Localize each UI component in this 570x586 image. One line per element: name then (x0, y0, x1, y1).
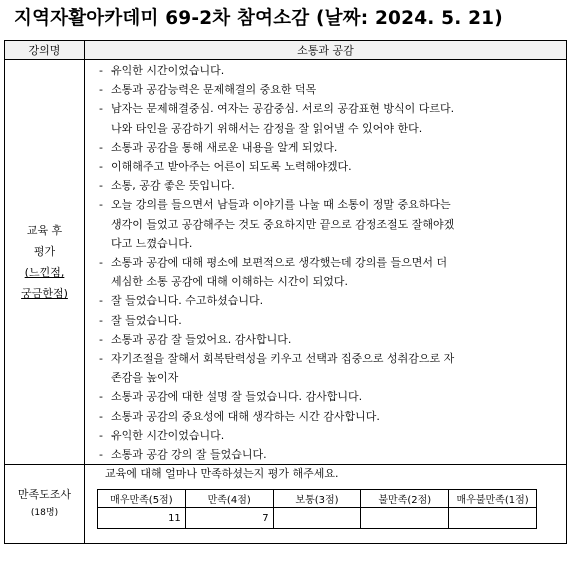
rating-header: 만족(4점) (185, 490, 273, 508)
lecture-name-label: 강의명 (5, 41, 85, 60)
feedback-label-line1: 교육 후 (26, 224, 63, 238)
rating-header: 불만족(2점) (361, 490, 449, 508)
feedback-item: - 잘 들었습니다. (85, 311, 562, 330)
feedback-item: - 소통, 공감 좋은 뜻입니다. (85, 176, 562, 195)
lecture-name-value: 소통과 공감 (85, 41, 567, 60)
feedback-content (85, 60, 567, 465)
feedback-label-line4: 궁금한점) (21, 287, 68, 301)
rating-header: 보통(3점) (273, 490, 361, 508)
satisfaction-table (97, 489, 537, 529)
feedback-label-line3: (느낀점, (24, 266, 65, 280)
feedback-item: - 소통과 공감 잘 들었어요. 감사합니다. (85, 330, 562, 349)
satisfaction-value-row (98, 508, 537, 529)
feedback-item-continuation: 세심한 소통 공감에 대해 이해하는 시간이 되었다. (111, 275, 348, 289)
rating-count: 7 (185, 508, 273, 529)
feedback-item: - 소통과 공감을 통해 새로운 내용을 알게 되었다. (85, 138, 562, 157)
satisfaction-label (5, 465, 85, 544)
rating-header: 매우만족(5점) (98, 490, 186, 508)
page-title: 지역자활아카데미 69-2차 참여소감 (날짜: 2024. 5. 21) (14, 8, 503, 29)
satisfaction-title: 만족도조사 (17, 488, 72, 502)
feedback-item: - 소통과 공감능력은 문제해결의 중요한 덕목 (85, 80, 562, 99)
rating-count: 11 (98, 508, 186, 529)
evaluation-table (4, 40, 567, 544)
satisfaction-header-row (98, 490, 537, 508)
feedback-item: - 소통과 공감에 대한 설명 잘 들었습니다. 감사합니다. (85, 387, 562, 406)
feedback-item: - 오늘 강의를 들으면서 남들과 이야기를 나눌 때 소통이 정말 중요하다는 (85, 195, 562, 214)
feedback-item: - 자기조절을 잘해서 회복탄력성을 키우고 선택과 집중으로 성취감으로 자 (85, 349, 562, 368)
feedback-item: - 남자는 문제해결중심. 여자는 공감중심. 서로의 공감표현 방식이 다르다. (85, 99, 562, 118)
feedback-label-line2: 평가 (33, 245, 56, 259)
rating-count (449, 508, 537, 529)
feedback-item: - 잘 들었습니다. 수고하셨습니다. (85, 291, 562, 310)
feedback-item: - 이해해주고 받아주는 어른이 되도록 노력해야겠다. (85, 157, 562, 176)
feedback-label (5, 60, 85, 465)
feedback-item: - 소통과 공감 강의 잘 들었습니다. (85, 445, 562, 464)
feedback-item: - 소통과 공감의 중요성에 대해 생각하는 시간 감사합니다. (85, 407, 562, 426)
feedback-list (85, 60, 566, 464)
feedback-item: - 유익한 시간이었습니다. (85, 61, 562, 80)
feedback-item: - 소통과 공감에 대해 평소에 보편적으로 생각했는데 강의를 들으면서 더 (85, 253, 562, 272)
satisfaction-row (5, 465, 567, 544)
rating-header: 매우불만족(1점) (449, 490, 537, 508)
respondent-count: (18명) (30, 508, 59, 519)
rating-count (361, 508, 449, 529)
header-row (5, 41, 567, 60)
rating-count (273, 508, 361, 529)
feedback-item-continuation: 생각이 들었고 공감해주는 것도 중요하지만 끝으로 감정조절도 잘해야겠 (111, 217, 455, 231)
satisfaction-question: 교육에 대해 얼마나 만족하셨는지 평가 해주세요. (105, 467, 339, 481)
feedback-item-continuation: 나와 타인을 공감하기 위해서는 감정을 잘 읽어낼 수 있어야 한다. (111, 121, 423, 135)
feedback-item: - 유익한 시간이었습니다. (85, 426, 562, 445)
feedback-row (5, 60, 567, 465)
feedback-item-continuation: 존감을 높이자 (111, 371, 179, 385)
feedback-item-continuation: 다고 느꼈습니다. (111, 236, 193, 250)
satisfaction-content (85, 465, 567, 544)
